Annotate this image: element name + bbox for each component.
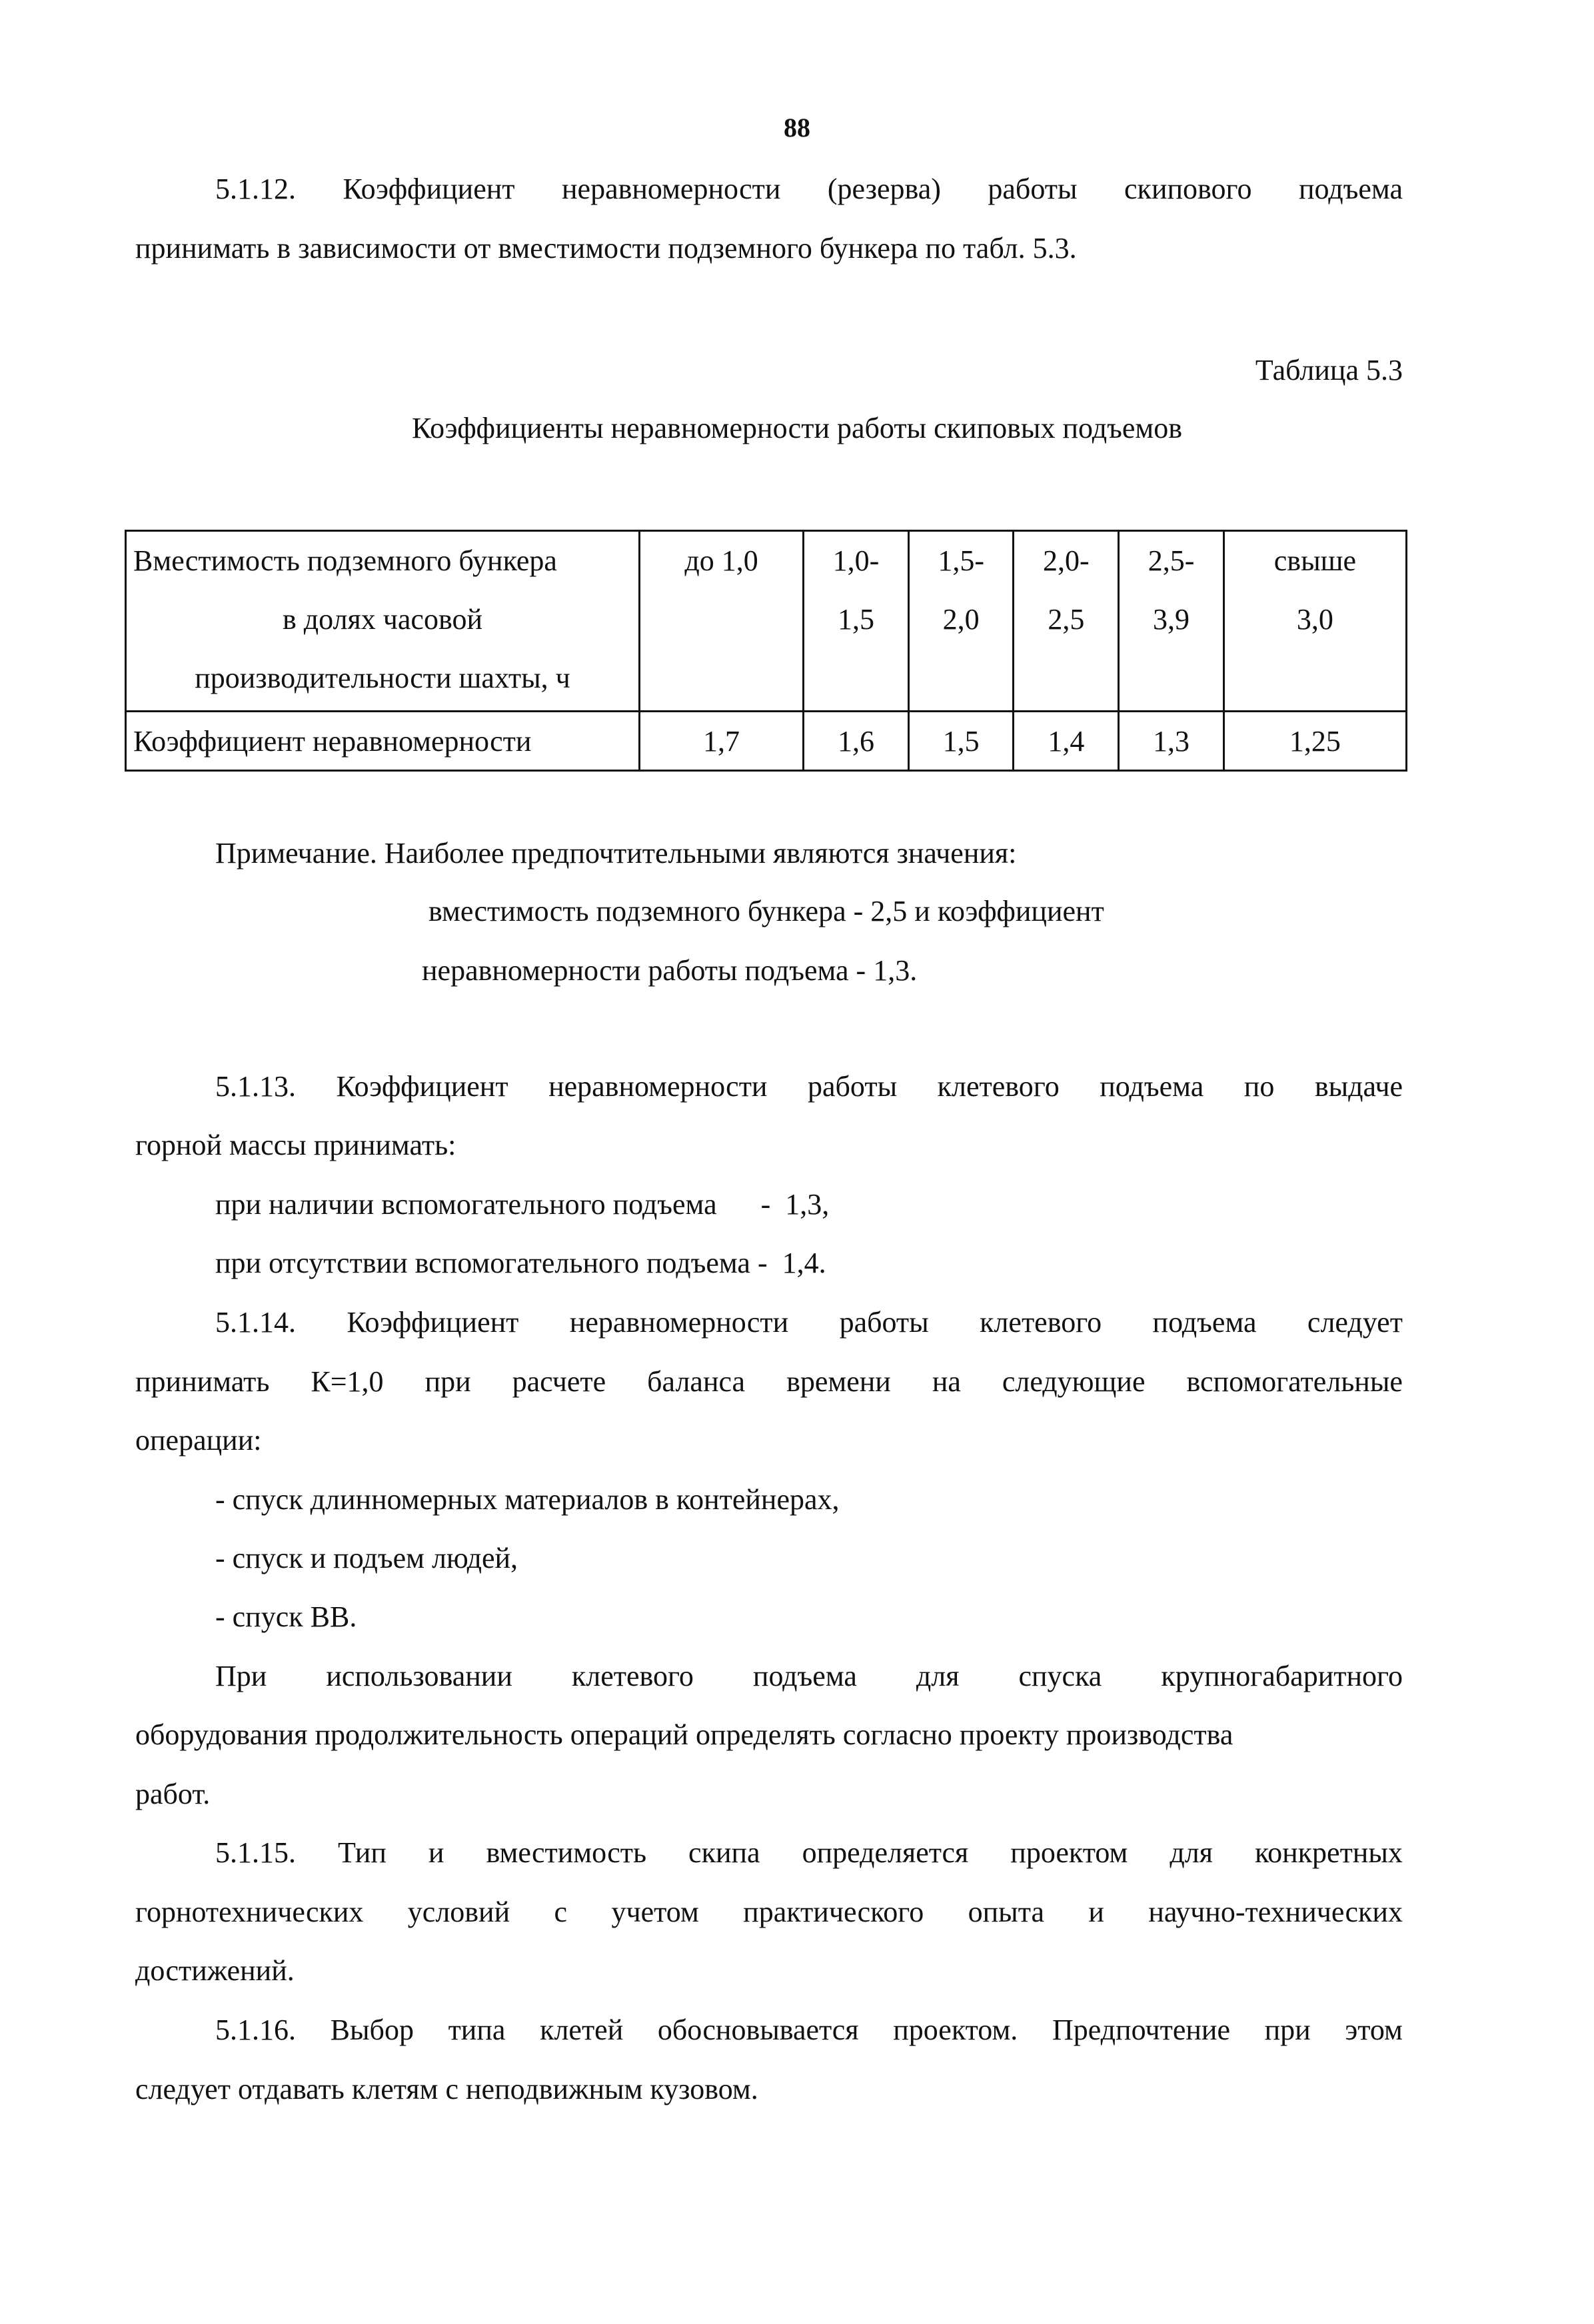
word: баланса — [647, 1365, 746, 1398]
word: времени — [786, 1365, 891, 1398]
word: вместимость — [486, 1836, 647, 1869]
word: определяется — [802, 1836, 969, 1869]
section-5-1-13-line-3: при наличии вспомогательного подъема - 1,3, — [215, 1188, 830, 1221]
word: на — [932, 1365, 961, 1398]
word: Коэффициент — [347, 1306, 519, 1339]
section-5-1-14-para-line-3: работ. — [135, 1778, 211, 1810]
section-5-1-14-line-3: операции: — [135, 1424, 262, 1456]
word: крупногабаритного — [1161, 1660, 1403, 1692]
column-header-line-1: 1,5- — [938, 544, 984, 577]
column-header-line-1: 1,0- — [832, 544, 880, 577]
column-header-line-2: 1,5 — [837, 603, 874, 636]
table-header-cell — [126, 531, 640, 712]
column-header-line-2: 3,0 — [1296, 603, 1333, 636]
word: скипового — [1124, 173, 1252, 205]
word: и — [1088, 1896, 1104, 1928]
word: использовании — [326, 1660, 512, 1692]
table-cell: 1,6 — [804, 712, 909, 771]
table-column-header — [804, 531, 909, 712]
word: научно-технических — [1148, 1896, 1403, 1928]
table-cell: 1,4 — [1014, 712, 1119, 771]
word: Коэффициент — [343, 173, 515, 205]
word: подъема — [752, 1660, 857, 1692]
note-line-1: Примечание. Наиболее предпочтительными являются значения: — [215, 837, 1017, 870]
word: конкретных — [1254, 1836, 1403, 1869]
table-column-header — [1119, 531, 1224, 712]
table-column-header — [1223, 531, 1406, 712]
word: работы — [808, 1070, 898, 1103]
word: выдаче — [1314, 1070, 1403, 1103]
column-header-line-1: 2,5- — [1148, 544, 1195, 577]
table-header-row — [126, 531, 1407, 712]
word: для — [1170, 1836, 1213, 1869]
list-item-2: - спуск и подъем людей, — [215, 1542, 518, 1574]
table-column-header — [640, 531, 804, 712]
column-header-line-1: свыше — [1273, 544, 1357, 577]
section-5-1-14-line-2 — [135, 1365, 1403, 1400]
word: работы — [839, 1306, 929, 1339]
table-cell: 1,7 — [640, 712, 804, 771]
word: К=1,0 — [311, 1365, 384, 1398]
word: условий — [407, 1896, 510, 1928]
word: (резерва) — [827, 173, 941, 205]
table-title: Коэффициенты неравномерности работы скиповых подъемов — [411, 412, 1183, 444]
word: 5.1.15. — [215, 1836, 296, 1869]
word: клетевого — [937, 1070, 1060, 1103]
word: подъема — [1152, 1306, 1257, 1339]
word: подъема — [1100, 1070, 1204, 1103]
word: проектом. — [893, 2014, 1018, 2046]
word: с — [554, 1896, 568, 1928]
list-item-1: - спуск длинномерных материалов в контейнерах, — [215, 1483, 840, 1516]
word: клетей — [540, 2014, 624, 2046]
column-header-line-2: 2,5 — [1048, 603, 1085, 636]
section-5-1-16-line-2: следует отдавать клетям с неподвижным кузовом. — [135, 2073, 758, 2105]
word: и — [428, 1836, 444, 1869]
column-header-line-1: до 1,0 — [684, 544, 758, 577]
note-line-3: неравномерности работы подъема - 1,3. — [422, 954, 918, 987]
section-5-1-13-line-4: при отсутствии вспомогательного подъема - 1,4. — [215, 1247, 826, 1279]
word: подъема — [1298, 173, 1403, 205]
word: принимать — [135, 1365, 270, 1398]
word: Предпочтение — [1052, 2014, 1230, 2046]
word: при — [1264, 2014, 1311, 2046]
section-5-1-12-line-2: принимать в зависимости от вместимости подземного бункера по табл. 5.3. — [135, 232, 1077, 265]
word: следующие — [1002, 1365, 1146, 1398]
page-number: 88 — [784, 113, 810, 143]
word: Тип — [338, 1836, 387, 1869]
word: практического — [743, 1896, 924, 1928]
word: учетом — [611, 1896, 699, 1928]
column-header-line-2: 3,9 — [1153, 603, 1190, 636]
section-5-1-14-para-line-1 — [215, 1659, 1403, 1694]
list-item-3: - спуск ВВ. — [215, 1600, 357, 1633]
section-5-1-16-line-1 — [215, 2013, 1403, 2048]
word: 5.1.13. — [215, 1070, 296, 1103]
word: расчете — [512, 1365, 606, 1398]
word: Выбор — [330, 2014, 414, 2046]
section-5-1-14-para-line-2: оборудования продолжительность операций определять согласно проекту производства — [135, 1718, 1233, 1751]
row-label-cell: Коэффициент неравномерности — [126, 712, 640, 771]
word: опыта — [968, 1896, 1044, 1928]
column-header-line-1: 2,0- — [1043, 544, 1090, 577]
word: проектом — [1010, 1836, 1128, 1869]
word: 5.1.14. — [215, 1306, 296, 1339]
table-cell: 1,25 — [1223, 712, 1406, 771]
section-5-1-13-line-2: горной массы принимать: — [135, 1129, 456, 1161]
word: клетевого — [571, 1660, 694, 1692]
section-5-1-14-line-1 — [215, 1305, 1403, 1341]
note-line-2: вместимость подземного бункера - 2,5 и коэффициент — [428, 895, 1104, 927]
word: спуска — [1018, 1660, 1102, 1692]
word: 5.1.12. — [215, 173, 296, 205]
table-coefficient-row — [126, 712, 1407, 771]
header-line-1: Вместимость подземного бункера — [133, 544, 557, 577]
word: обосновывается — [657, 2014, 859, 2046]
section-5-1-12-line-1 — [215, 172, 1403, 207]
section-5-1-13-line-1 — [215, 1069, 1403, 1105]
section-5-1-15-line-2 — [135, 1895, 1403, 1930]
word: для — [916, 1660, 960, 1692]
word: скипа — [688, 1836, 760, 1869]
word: При — [215, 1660, 267, 1692]
column-header-line-2: 2,0 — [942, 603, 980, 636]
table-cell: 1,3 — [1119, 712, 1224, 771]
table-column-header — [1014, 531, 1119, 712]
header-line-3: производительности шахты, ч — [195, 662, 570, 694]
table-column-header — [908, 531, 1014, 712]
table-cell: 1,5 — [908, 712, 1014, 771]
table-label: Таблица 5.3 — [1255, 354, 1403, 386]
word: работы — [988, 173, 1078, 205]
word: Коэффициент — [336, 1070, 508, 1103]
word: при — [424, 1365, 471, 1398]
header-line-2: в долях часовой — [283, 603, 482, 636]
word: неравномерности — [562, 173, 781, 205]
column-header-line-2 — [640, 590, 802, 649]
word: клетевого — [980, 1306, 1102, 1339]
word: следует — [1307, 1306, 1403, 1339]
coefficient-table — [125, 530, 1407, 772]
word: по — [1243, 1070, 1275, 1103]
word: типа — [448, 2014, 506, 2046]
section-5-1-15-line-3: достижений. — [135, 1954, 295, 1987]
word: неравномерности — [569, 1306, 789, 1339]
word: этом — [1345, 2014, 1403, 2046]
word: вспомогательные — [1186, 1365, 1403, 1398]
section-5-1-15-line-1 — [215, 1836, 1403, 1871]
word: горнотехнических — [135, 1896, 364, 1928]
word: 5.1.16. — [215, 2014, 296, 2046]
word: неравномерности — [548, 1070, 768, 1103]
